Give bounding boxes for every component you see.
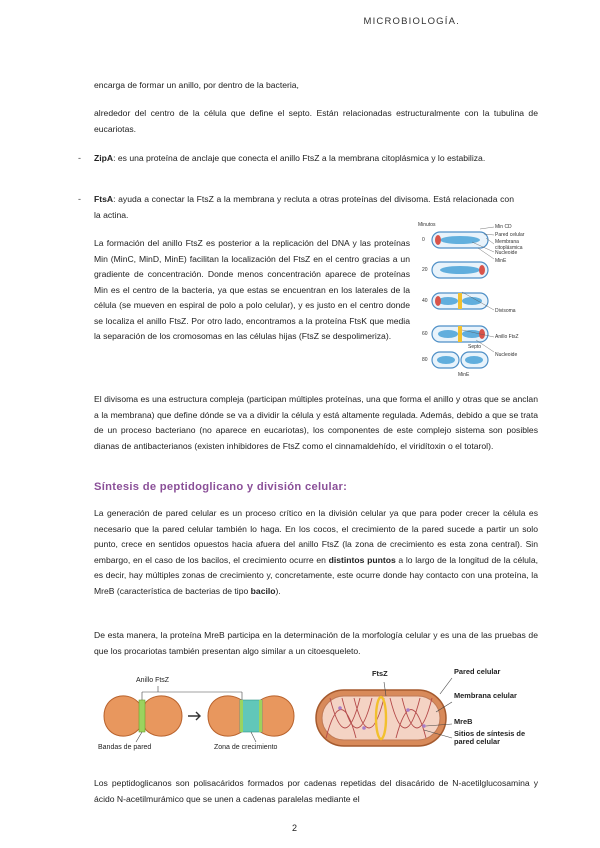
fig1-minutos: Minutos — [418, 222, 436, 228]
fig3-mreb-label: MreB — [454, 717, 473, 726]
fig1-label: Pared celular — [495, 232, 525, 238]
page-number: 2 — [292, 823, 298, 833]
fig1-label: MinE — [495, 258, 507, 264]
bullet-zipa-text: : es una proteína de anclaje que conecta el anillo FtsZ a la membrana citoplásmica y lo estabiliza. — [113, 153, 486, 163]
figure-bacilo-mreb — [312, 668, 528, 764]
paragraph-divisoma: El divisoma es una estructura compleja (participan múltiples proteínas, una que forma el anillo y otras que se anclan a la membrana) que define dónde se va a dividir la célula y está altamente regulada. Además, debido a que se trata de un proceso bacteriano (no aparece en eucariotas), los componentes de este complejo sistema son posibles dianas de antibacterianos (existen inhibidores de FtsZ como el cinnamaldehído, el viridítoxin o el totarol). — [94, 394, 538, 451]
bullet-marker: - — [78, 153, 81, 163]
term-zipa: ZipA — [94, 153, 114, 163]
fig3-membrana-label: Membrana celular — [454, 691, 517, 700]
fig1-label: Nucleoide — [495, 250, 518, 256]
paragraph-mreb: De esta manera, la proteína MreB participa en la determinación de la morfología celular y es una de las pruebas de que los procariotas también presentan algo similar a un citoesqueleto. — [94, 630, 538, 656]
fig2-anillo-ftsz-label: Anillo FtsZ — [136, 677, 170, 684]
fig1-time: 40 — [422, 298, 428, 304]
bullet-ftsa — [94, 192, 514, 223]
paragraph-generacion-pared — [94, 506, 538, 599]
fig1-label: Divisoma — [495, 308, 516, 314]
fig1-time: 20 — [422, 267, 428, 273]
term-ftsa: FtsA — [94, 194, 114, 204]
figure-coco-division — [96, 676, 296, 756]
paragraph-anillo: encarga de formar un anillo, por dentro de la bacteria, — [94, 80, 299, 90]
fig3-sitios-label: Sitios de síntesis de pared celular — [454, 729, 526, 746]
fig3-ftsz-label: FtsZ — [372, 669, 388, 678]
p5-text-e: ). — [275, 585, 281, 596]
paragraph-peptidoglicanos: Los peptidoglicanos son polisacáridos formados por cadenas repetidas del disacárido de N-acetilglucosamina y ácido N-acetilmurámico que se unen a cadenas paralelas mediante el — [94, 778, 538, 804]
bullet-zipa — [94, 151, 514, 167]
p5-bold-bacilo: bacilo — [250, 585, 276, 596]
bullet-ftsa-text: : ayuda a conectar la FtsZ a la membrana y recluta a otras proteínas del divisoma. Está relacionada con la actina. — [94, 194, 514, 220]
fig2-bandas-label: Bandas de pared — [98, 744, 152, 751]
fig1-label: Anillo FtsZ — [495, 334, 519, 340]
paragraph-formacion-anillo: La formación del anillo FtsZ es posterior a la replicación del DNA y las proteínas Min (MinC, MinD, MinE) facilitan la localización del FtsZ en el centro gracias a un gradiente de concentración. Donde menos concentración aparece de proteínas Min es el centro de la bacteria, ya que estas se encuentran en los laterales de la célula (se mueven en espiral de polo a polo celular), y es justo en el centro donde se localiza el anillo FtsZ. Por otro lado, encontramos a la proteína FtsK que media la separación de los cromosomas en las células hijas (FtsZ se despolimeriza). — [94, 238, 410, 341]
fig2-zona-label: Zona de crecimiento — [214, 744, 278, 751]
fig1-time: 80 — [422, 357, 428, 363]
fig1-time: 0 — [422, 237, 425, 243]
fig1-label: MinE — [458, 372, 470, 378]
section-title: Síntesis de peptidoglicano y división celular: — [94, 481, 348, 493]
bacilo-mreb-diagram — [312, 668, 528, 764]
fig1-time: 60 — [422, 331, 428, 337]
paragraph-septo: alrededor del centro de la célula que define el septo. Están relacionadas estructuralmente con la tubulina de eucariotas. — [94, 108, 538, 134]
page-header: MICROBIOLOGÍA. — [363, 16, 460, 27]
figure-min-divisoma — [418, 222, 530, 382]
fig1-label: Min CD — [495, 224, 512, 230]
p5-text-a: La generación de pared celular es un proceso crítico en la división celular ya que para poder crecer la célula es necesario que la pared celular también lo haga. En los cocos, el crecimiento de la pared sucede a partir un solo punto, crece en sentidos opuestos hacia afuera del anillo FtsZ (la zona de crecimiento es esta zona central). Sin embargo, en el caso de los bacilos, el crecimiento ocurre en — [94, 508, 538, 565]
bullet-marker: - — [78, 194, 81, 204]
fig3-pared-label: Pared celular — [454, 667, 501, 676]
p5-text-c: a lo largo de la longitud de la célula, es decir, hay múltiples zonas de crecimiento y, concretamente, este ocurre donde hay contacto con una proteína, la MreB (característica de bacterias de tipo — [94, 554, 538, 596]
fig1-label: Septo — [468, 344, 482, 350]
fig1-label: Membrana citoplásmica — [495, 239, 523, 251]
p5-bold-distintos-puntos: distintos puntos — [328, 554, 396, 565]
fig1-label: Nucleoide — [495, 352, 518, 358]
